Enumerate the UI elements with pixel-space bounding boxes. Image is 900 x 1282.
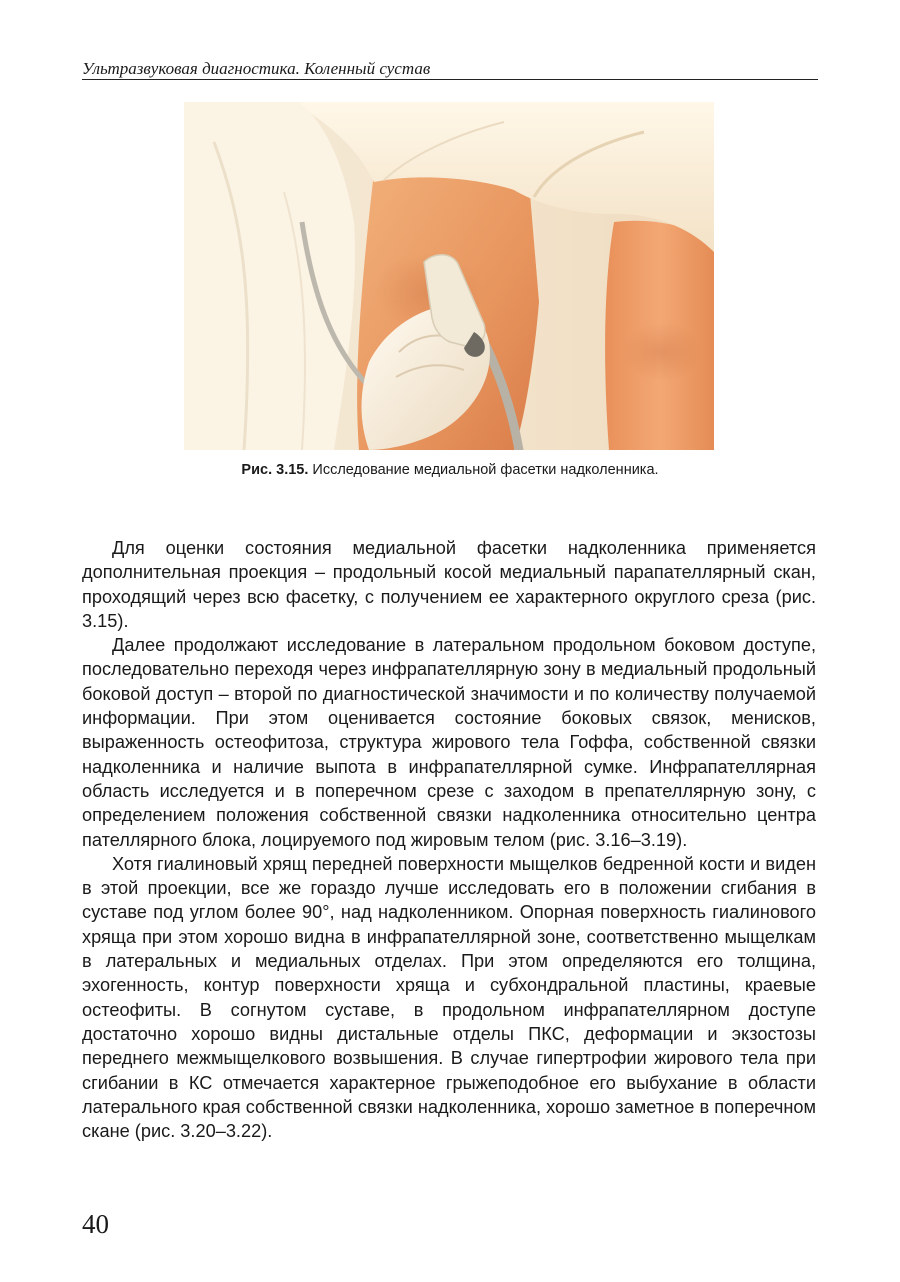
figure-photo <box>184 102 714 450</box>
paragraph: Далее продолжают исследование в латеральном продольном боковом доступе, последовательно переходя через инфрапателлярную зону в медиальный продольный боковой доступ – второй по диагностической значимости и по количеству получаемой информации. При этом оценивается состояние боковых связок, менисков, выраженность остеофитоза, структура жирового тела Гоффа, собственной связки надколенника и наличие выпота в инфрапателлярной сумке. Инфрапателлярная область исследуется и в поперечном срезе с заходом в препателлярную зону, с определением положения собственной связки надколенника относительно центра пателлярного блока, лоцируемого под жировым телом (рис. 3.16–3.19). <box>82 635 816 850</box>
running-title: Ультразвуковая диагностика. Коленный сустав <box>82 59 431 78</box>
body-text <box>82 536 816 1143</box>
figure-caption <box>0 460 900 480</box>
header-rule <box>82 79 818 80</box>
figure-caption-text: Исследование медиальной фасетки надколенника. <box>308 462 659 478</box>
paragraph: Хотя гиалиновый хрящ передней поверхности мыщелков бедренной кости и виден в этой проекции, все же гораздо лучше исследовать его в положении сгибания в суставе под углом более 90°, над надколенником. Опорная поверхность гиалинового хряща при этом хорошо видна в инфрапателлярной зоне, соответственно мыщелкам в латеральных и медиальных отделах. При этом определяются его толщина, эхогенность, контур поверхности хряща и субхондральной пластины, краевые остеофиты. В согнутом суставе, в продольном инфрапателлярном доступе достаточно хорошо видны дистальные отделы ПКС, деформации и экзостозы переднего межмыщелкового возвышения. В случае гипертрофии жирового тела при сгибании в КС отмечается характерное грыжеподобное его выбухание в области латерального края собственной связки надколенника, хорошо заметное в поперечном скане (рис. 3.20–3.22). <box>82 853 816 1142</box>
paragraph: Для оценки состояния медиальной фасетки надколенника применяется дополнительная проекция – продольный косой медиальный парапателлярный скан, проходящий через всю фасетку, с получением ее характерного округлого среза (рис. 3.15). <box>82 538 816 631</box>
page-number: 40 <box>82 1209 109 1239</box>
figure-label: Рис. 3.15. <box>241 462 309 478</box>
knee-ultrasound-photo-illustration <box>184 102 714 450</box>
